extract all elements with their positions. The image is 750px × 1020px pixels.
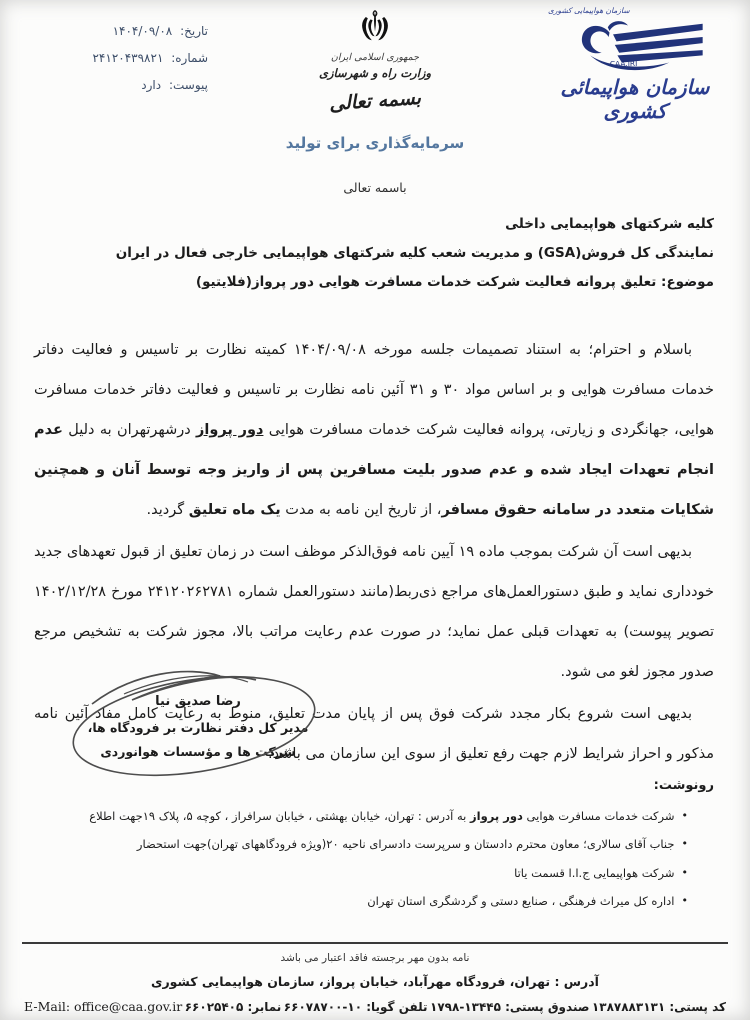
recipient-line-1: کلیه شرکتهای هواپیمایی داخلی — [505, 216, 714, 232]
caa-iri-text: CAA.IRI — [609, 58, 638, 68]
cc1-run-0: شرکت خدمات مسافرت هوایی — [522, 809, 675, 823]
paragraph-3: بدیهی است شروع بکار مجدد شرکت فوق پس از پایان مدت تعلیق، منوط به رعایت کامل مفاد آئین نامه مذکور و احراز شرایط لازم جهت رفع تعلیق از سوی این سازمان می باشد. — [34, 706, 714, 762]
caa-small-title: سازمان هواپیمایی کشوری — [548, 6, 630, 15]
p1-run-4: ، از تاریخ این نامه به مدت — [280, 502, 442, 518]
footer-po-box: صندوق پستی: ۱۳۴۴۵-۱۷۹۸ — [430, 1000, 590, 1014]
date-label: تاریخ: — [180, 24, 208, 38]
bullet-icon: • — [681, 894, 688, 908]
number-label: شماره: — [171, 51, 208, 65]
bullet-icon: • — [681, 809, 688, 822]
cc1-run-2: به آدرس : تهران، خیابان بهشتی ، خیابان سرافراز ، کوچه ۵، پلاک ۱۹جهت اطلاع — [89, 809, 471, 823]
cc-item-2 — [36, 835, 688, 853]
p1-run-6: گردید. — [146, 502, 189, 518]
iran-emblem-icon — [355, 8, 395, 50]
caa-org-calligraphy: سازمان هواپیمائی کشوری — [560, 75, 710, 123]
bullet-icon: • — [681, 837, 688, 851]
caa-bird-logo-icon — [555, 15, 715, 73]
cc-item-3 — [36, 864, 688, 882]
cc-item-2-text: جناب آقای سالاری؛ معاون محترم دادستان و سرپرست دادسرای ناحیه ۲۰(ویژه فرودگاههای تهران)جهت استحضار — [136, 837, 675, 852]
bullet-icon: • — [681, 865, 688, 879]
number-value: ۲۴۱۲۰۴۳۹۸۲۱ — [92, 51, 164, 65]
footer-phone: تلفن گویا: ۱۰-۶۶۰۷۸۷۰۰ — [283, 1000, 428, 1014]
slogan-text: سرمایه‌گذاری برای تولید — [285, 134, 465, 152]
footer-divider — [22, 942, 728, 944]
cc-item-3-text: شرکت هواپیمایی ج.ا.ا قسمت یاتا — [514, 865, 675, 880]
footer-fax: نمابر: ۶۶۰۲۵۴۰۵ — [184, 1000, 282, 1014]
footer-postal-code: کد پستی: ۱۳۸۷۸۸۳۱۳۱ — [591, 1000, 726, 1014]
cc-block — [36, 778, 714, 921]
attachment-row — [30, 78, 208, 92]
bismillah-calligraphy: بسمه تعالی — [328, 86, 422, 116]
letter-meta — [30, 24, 208, 105]
footer-address: آدرس : تهران، فرودگاه مهرآباد، خیابان پرواز، سازمان هواپیمایی کشوری — [151, 974, 599, 989]
paragraph-2: بدیهی است آن شرکت بموجب ماده ۱۹ آیین نامه فوق‌الذکر موظف است در زمان تعلیق از قبول تعهدهای جدید خودداری نماید و طبق دستورالعمل‌های مراجع ذی‌ربط(مانند دستورالعمل شماره ۲۴۱۲۰۲۶۲۷۸۱ مورخ ۱۴۰۲/۱۲/۲۸ تصویر پیوست) به تعهدات قبلی عمل نماید؛ در صورت عدم رعایت مراتب بالا، مجوز شرکت به تشخیص مرجع صدور مجوز لغو می شود. — [34, 544, 714, 680]
recipients-block — [36, 216, 714, 290]
basmala-text: باسمه تعالی — [343, 180, 407, 195]
cc1-company-name: دور پرواز — [470, 809, 523, 823]
footer-validity-note: نامه بدون مهر برجسته فاقد اعتبار می باشد — [280, 952, 470, 964]
recipient-line-2: نمایندگی کل فروش(GSA) و مدیریت شعب کلیه شرکتهای هواپیمایی خارجی فعال در ایران — [115, 245, 714, 261]
p1-run-0: باسلام و احترام؛ به استناد تصمیمات جلسه مورخه ۱۴۰۴/۰۹/۰۸ کمیته نظارت بر تاسیس و فعالیت دفاتر خدمات مسافرت هوایی و بر اساس مواد ۳۰ و ۳۱ آئین نامه نظارت بر تاسیس و فعالیت دفاتر خدمات مسافرت هوایی، جهانگردی و زیارتی، پروانه فعالیت شرکت خدمات مسافرت هوایی — [34, 342, 714, 438]
p1-company-name: دور پرواز — [196, 422, 264, 438]
attachment-label: پیوست: — [168, 78, 208, 92]
cc-item-1 — [36, 807, 688, 825]
number-row — [30, 51, 208, 65]
subject-line: موضوع: تعلیق پروانه فعالیت شرکت خدمات مسافرت هوایی دور پرواز(فلایتیو) — [195, 274, 714, 290]
ministry-name: وزارت راه و شهرسازی — [319, 66, 431, 80]
paragraph-1 — [34, 330, 714, 530]
signature-block — [48, 694, 348, 764]
footer-email: E-Mail: office@caa.gov.ir — [24, 999, 183, 1014]
attachment-value: دارد — [141, 78, 162, 92]
date-row — [30, 24, 208, 38]
p1-run-2: درشهرتهران به دلیل — [62, 422, 197, 438]
cc-item-4 — [36, 892, 688, 910]
footer-contact-row — [24, 999, 726, 1014]
cc-item-4-text: اداره کل میراث فرهنگی ، صنایع دستی و گردشگری استان تهران — [367, 894, 675, 909]
p1-violation-text: عدم انجام تعهدات ایجاد شده و عدم صدور بلیت مسافرین پس از واریز وجه توسط آنان و همچنین شکایات متعدد در سامانه حقوق مسافر — [34, 422, 714, 518]
caa-logo-block — [540, 6, 730, 123]
country-name: جمهوری اسلامی ایران — [330, 52, 420, 63]
signer-name: رضا صدیق نیا — [155, 694, 241, 709]
ministry-emblem-block — [300, 8, 450, 116]
date-value: ۱۴۰۴/۰۹/۰۸ — [112, 24, 173, 38]
cc-item-1-text — [89, 807, 674, 825]
p1-suspension-duration: یک ماه تعلیق — [188, 502, 281, 518]
signer-title-line-1: مدیر کل دفتر نظارت بر فرودگاه ها، — [87, 720, 309, 735]
signer-title-line-2: شرکت ها و مؤسسات هوانوردی — [100, 743, 296, 759]
cc-label: رونوشت: — [653, 778, 714, 793]
